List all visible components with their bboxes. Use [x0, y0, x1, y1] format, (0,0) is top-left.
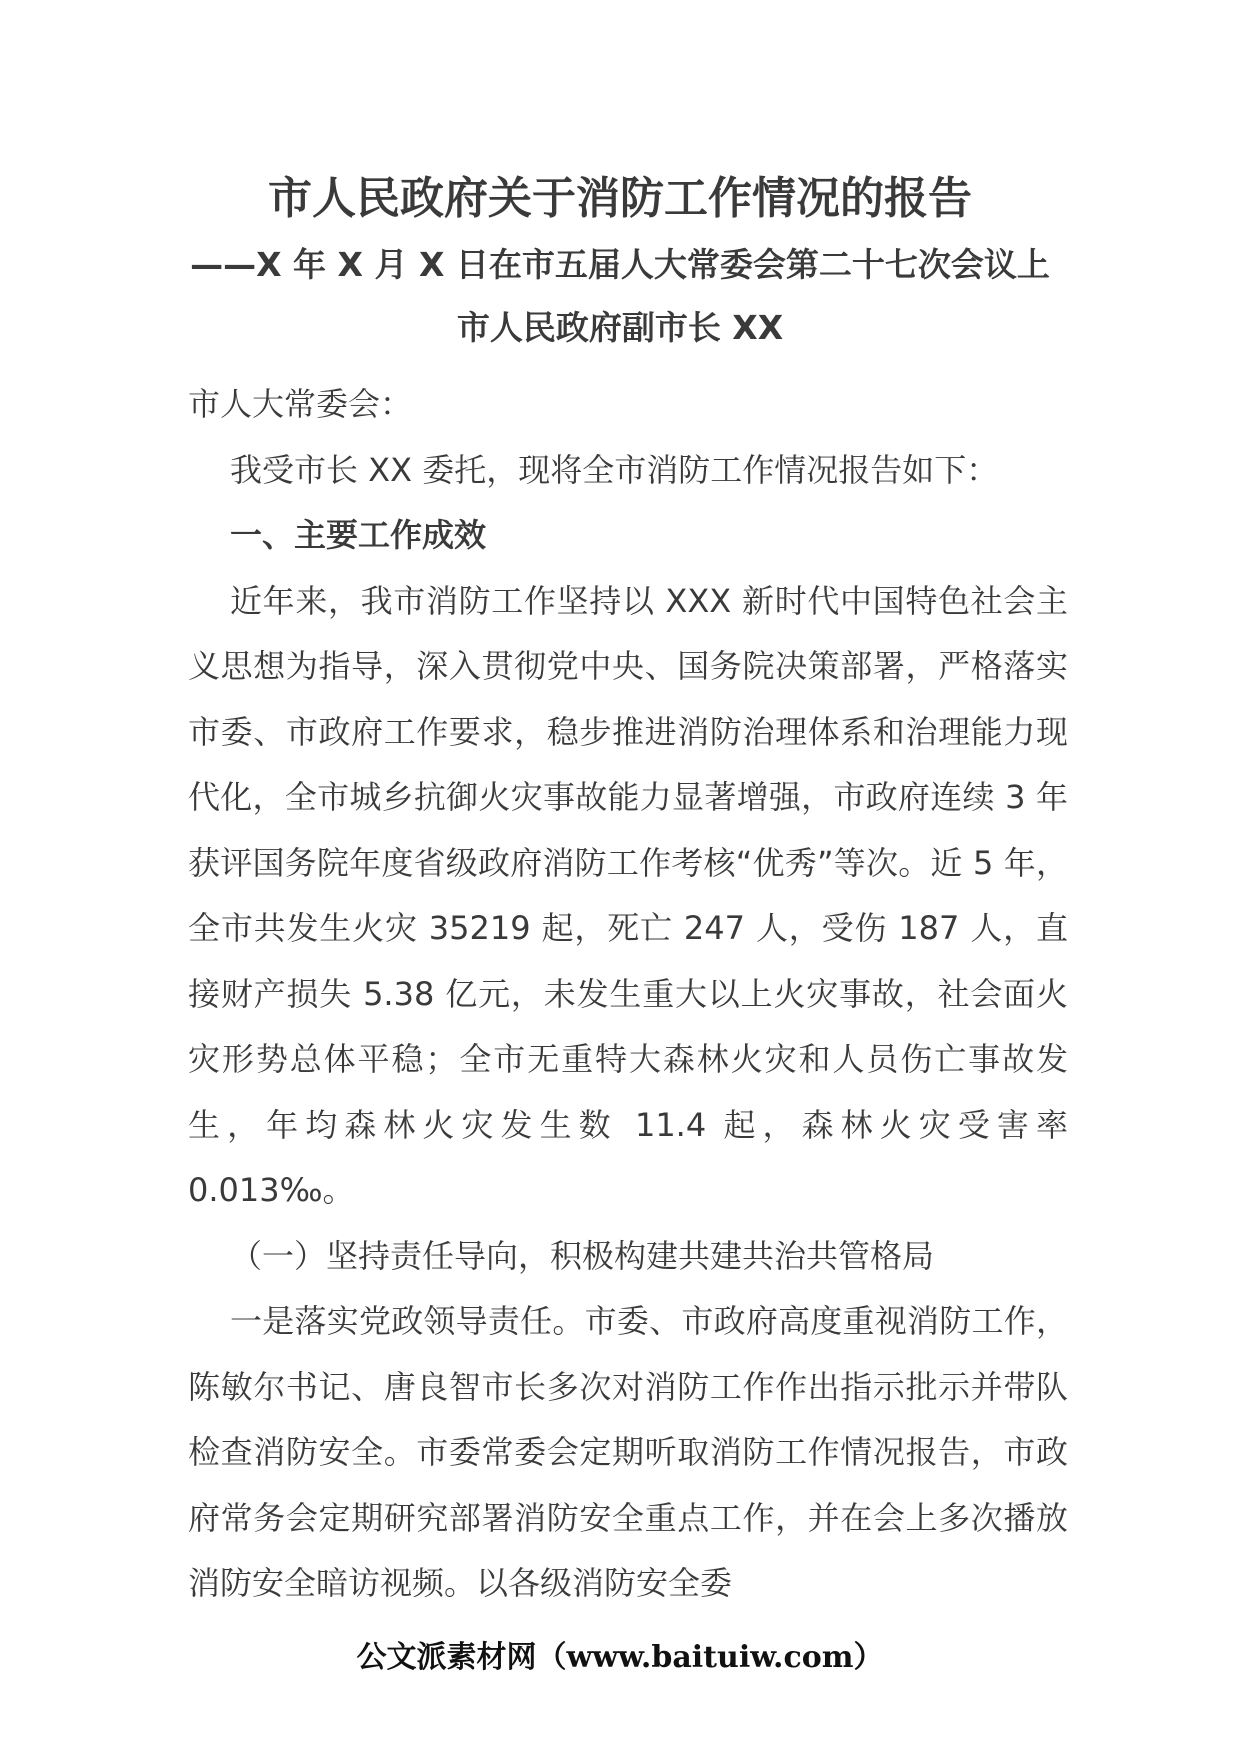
intro-paragraph: 我受市长 XX 委托，现将全市消防工作情况报告如下： — [230, 450, 999, 489]
body-paragraph: 一是落实党政领导责任。市委、市政府高度重视消防工作，陈敏尔书记、唐良智市长多次对消防工作作出指示批示并带队检查消防安全。市委常委会定期听取消防工作情况报告，市政府常务会定期研究部署消防安全重点工作，并在会上多次播放消防安全暗访视频。以各级消防安全委 — [188, 1302, 1068, 1602]
document-subtitle-occasion: ——X 年 X 月 X 日在市五届人大常委会第二十七次会议上 — [190, 245, 1050, 284]
body-paragraph: 近年来，我市消防工作坚持以 XXX 新时代中国特色社会主义思想为指导，深入贯彻党中央、国务院决策部署，严格落实市委、市政府工作要求，稳步推进消防治理体系和治理能力现代化，全市城乡抗御火灾事故能力显著增强，市政府连续 3 年获评国务院年度省级政府消防工作考核“优秀”等次。近 5 年，全市共发生火灾 35219 起，死亡 247 人，受伤 187 人，直接财产损失 5.38 亿元，未发生重大以上火灾事故，社会面火灾形势总体平稳；全市无重特大森林火灾和人员伤亡事故发生，年均森林火灾发生数 11.4 起，森林火灾受害率 0.013‰。 — [188, 581, 1068, 1209]
footer-watermark: 公文派素材网（www.baituiw.com） — [356, 1640, 884, 1675]
subsection-heading: （一）坚持责任导向，积极构建共建共治共管格局 — [230, 1236, 935, 1275]
document-body — [188, 372, 1068, 1617]
document-title: 市人民政府关于消防工作情况的报告 — [268, 173, 972, 224]
document-subtitle-speaker: 市人民政府副市长 XX — [456, 308, 784, 347]
salutation: 市人大常委会： — [188, 385, 413, 423]
section-heading: 一、主要工作成效 — [230, 516, 487, 554]
